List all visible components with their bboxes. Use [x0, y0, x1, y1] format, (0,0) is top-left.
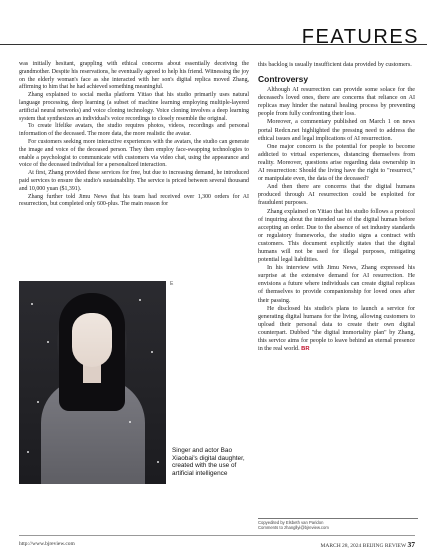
section-title: FEATURES	[301, 26, 419, 48]
footer-url[interactable]: http://www.bjreview.com	[19, 541, 75, 547]
left-paragraph: Zhang explained to social media platform Yitiao that his studio primarily uses natural language processing, deep learning (a subset of machine learning employing multiple-layered artificial neural networks) and voice cloning technology. Voice cloning involves a deep learning system that synthesizes an individual's voice recordings to closely resemble the original.	[19, 92, 249, 122]
section-heading: Controversy	[258, 74, 309, 85]
end-mark: BR	[301, 346, 310, 353]
right-paragraph: Moreover, a commentary published on March 1 on news portal Redcn.net highlighted the pressing need to address the ethical issues and legal implications of AI resurrection.	[258, 119, 415, 142]
left-paragraph: To create lifelike avatars, the studio requires photos, videos, recordings and personal information of the deceased. The more data, the more realistic the avatar.	[19, 123, 249, 138]
footer-rule	[19, 535, 415, 536]
sparkle-icon	[151, 351, 153, 353]
sparkle-icon	[47, 341, 49, 343]
footer-issue	[321, 540, 415, 549]
left-paragraph: For customers seeking more interactive experiences with the avatars, the studio can generate the image and voice of the deceased person. They then employ face-swapping technologies to enable a psychologist to communicate with customers via video chat, using the appearance and voice of the deceased individual for a personalized interaction.	[19, 138, 249, 169]
footer-issue-text: MARCH 28, 2024 BEIJING REVIEW	[320, 543, 407, 549]
right-paragraph: One major concern is the potential for people to become addicted to virtual experiences, distancing themselves from reality. Moreover, questions arise regarding data ownership in AI resurrection: Should the living have the right to "resurrect," or manipulate even, the data of the deceased?	[258, 143, 415, 183]
sparkle-icon	[129, 421, 131, 423]
portrait-face	[72, 313, 112, 367]
right-paragraph: Although AI resurrection can provide some solace for the deceased's loved ones, there are concerns that reliance on AI replicas may hinder the natural healing process by preventing people from fully confronting their loss.	[258, 87, 415, 118]
page-number: 37	[407, 540, 415, 549]
portrait-photo	[19, 281, 166, 484]
sparkle-icon	[37, 401, 39, 403]
sparkle-icon	[31, 303, 33, 305]
photo-caption: Singer and actor Bao Xiaobai's digital daughter, created with the use of artificial intelligence	[172, 447, 245, 477]
copyeditor-credit: Copyedited by Elsbeth van Paridon	[258, 520, 324, 525]
sparkle-icon	[139, 299, 141, 301]
left-paragraph: was initially hesitant, grappling with ethical concerns about essentially deceiving the grandmother. Despite his reservations, he eventually agreed to help his friend. Witnessing the joy on the elderly woman's face as she interacted with her son's digital replica moved Zhang, affirming to him that he had achieved something meaningful.	[19, 61, 249, 91]
sparkle-icon	[27, 451, 29, 453]
right-intro: this backlog is usually insufficient data provided by customers.	[258, 62, 412, 68]
right-paragraph: He disclosed his studio's plans to launch a service for generating digital humans for the living, allowing customers to upload their personal data to create their own digital counterpart. Dubbed "the digital immortality plan" by Zhang, this service aims for people to leave behind an eternal presence in the real world.	[258, 305, 415, 353]
left-column	[19, 61, 249, 209]
right-column	[258, 61, 415, 353]
header-rule	[0, 44, 427, 45]
right-paragraph: And then there are concerns that the digital humans produced through AI resurrection could be exploited for fraudulent purposes.	[258, 184, 415, 207]
right-paragraph: Zhang explained on Yitiao that his studio follows a protocol of inquiring about the intended use of the digital human before accepting an order. Due to the absence of set industry standards or regulatory frameworks, the studio signs a contract with customers. This document explicitly states that the digital humans will not be used for illegal purposes, mitigating potential legal liabilities.	[258, 208, 415, 264]
comments-email: Comments to zhangllyi@bjreview.com	[258, 525, 329, 531]
left-paragraph: Zhang further told Jimu News that his team had received over 1,300 orders for AI resurrection, but completed only 600-plus. The main reason for	[19, 193, 249, 208]
right-paragraph-last	[258, 305, 415, 354]
credits	[258, 518, 418, 530]
sparkle-icon	[157, 461, 159, 463]
left-paragraph: At first, Zhang provided these services for free, but due to increasing demand, he introduced paid services to ensure the studio's sustainability. The service is priced between several thousand and 10,000 yuan ($1,391).	[19, 170, 249, 192]
page-header	[0, 0, 427, 52]
right-paragraph: In his interview with Jimu News, Zhang expressed his surprise at the extensive demand for AI resurrection. He envisions a future where individuals can create digital replicas of themselves to provide companionship for loved ones after their passing.	[258, 265, 415, 304]
photo-corner-mark: E	[170, 281, 174, 287]
